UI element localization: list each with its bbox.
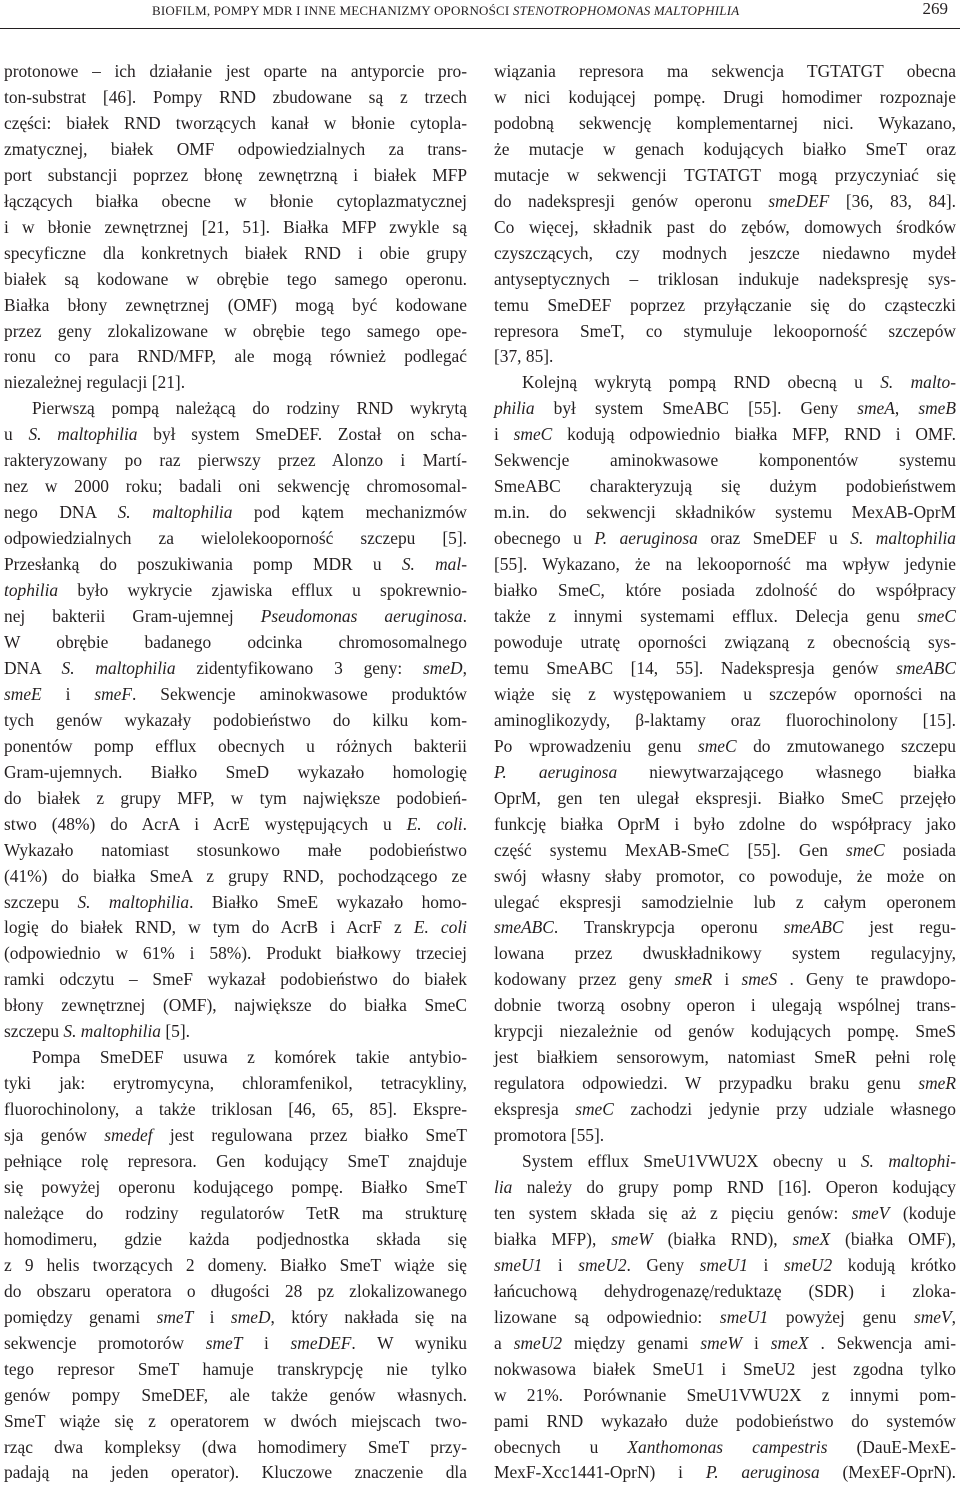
text-line: Gram-ujemnych. Białko SmeD wykazało homologię bbox=[4, 761, 467, 782]
text-line: obecnego u P. aeruginosa oraz SmeDEF u S. maltophilia bbox=[494, 528, 956, 549]
text-line: P. aeruginosa niewytwarzającego własnego białka bbox=[494, 761, 956, 782]
text-line: i smeC kodują odpowiednio białka MFP, RND i OMF. bbox=[494, 424, 956, 445]
text-line: Pierwszą pompą należącą do rodziny RND wykrytą bbox=[32, 398, 467, 419]
text-line: lizowane są odpowiednio: smeU1 powyżej genu smeV, bbox=[494, 1306, 956, 1327]
text-line: część systemu MexAB-SmeC [55]. Gen smeC posiada bbox=[494, 839, 956, 860]
text-line: W obrębie badanego odcinka chromosomalnego bbox=[4, 631, 467, 652]
text-line: lowana przez dwuskładnikowy system regulacyjny, bbox=[494, 943, 956, 964]
text-line: smeABC. Transkrypcja operonu smeABC jest regu- bbox=[494, 917, 956, 938]
text-line: (odpowiednio w 61% i 58%). Produkt białkowy trzeciej bbox=[4, 943, 467, 964]
text-line: powoduje utratę oporności związaną z obecnością sys- bbox=[494, 631, 956, 652]
text-line: łączących białka obecne w błonie cytoplazmatycznej bbox=[4, 190, 467, 211]
text-line: fluorochinolony, a także triklosan [46, 65, 85]. Ekspre- bbox=[4, 1099, 467, 1120]
text-line: DNA S. maltophilia zidentyfikowano 3 geny: smeD, bbox=[4, 657, 467, 678]
text-line: ekspresja smeC zachodzi jedynie przy udziale własnego bbox=[494, 1099, 956, 1120]
text-line: dobnie tworzą osobny operon i ulegają wspólnej trans- bbox=[494, 995, 956, 1016]
text-line: obecnych u Xanthomonas campestris (DauE-MexE- bbox=[494, 1436, 956, 1457]
text-line: nej bakterii Gram-ujemnej Pseudomonas aeruginosa. bbox=[4, 606, 468, 627]
running-head-title bbox=[152, 3, 739, 19]
text-line: krypcji niezależnie od genów kodujących pompę. SmeS bbox=[494, 1021, 956, 1042]
text-line: ulegać ekspresji samodzielnie lub z całym operonem bbox=[494, 891, 956, 912]
text-line: System efflux SmeU1VWU2X obecny u S. maltophi- bbox=[522, 1151, 956, 1172]
text-line: sja genów smedef jest regulowana przez białko SmeT bbox=[4, 1125, 467, 1146]
text-line: stwo (48%) do AcrA i AcrE występujących u E. coli. bbox=[4, 813, 467, 834]
text-line: podobną sekwencję komplementarnej nici. Wykazano, bbox=[494, 112, 956, 133]
text-line: specyficzne dla konkretnych białek RND i obie grupy bbox=[4, 242, 467, 263]
text-line: do obszaru operatora o długości 28 pz zlokalizowanego bbox=[4, 1280, 467, 1301]
text-line: smeU1 i smeU2. Geny smeU1 i smeU2 kodują krótko bbox=[494, 1254, 957, 1275]
text-line: rakteryzowany po raz pierwszy przez Alonzo i Martí- bbox=[4, 450, 467, 471]
text-line: temu SmeDEF poprzez przyłączanie się do cząsteczki bbox=[494, 294, 956, 315]
text-line: temu SmeABC [14, 55]. Nadekspresja genów smeABC bbox=[494, 657, 956, 678]
text-line: Co więcej, składnik past do zębów, domowych środków bbox=[494, 216, 956, 237]
text-line: m.in. do sekwencji składników systemu MexAB-OprM bbox=[494, 502, 956, 523]
text-line: genów pompy SmeDEF, ale także genów własnych. bbox=[4, 1384, 467, 1405]
text-line: jest białkiem sensorowym, natomiast SmeR pełni rolę bbox=[494, 1047, 956, 1068]
text-line: zmatycznej, białek OMF odpowiedzialnych za trans- bbox=[4, 138, 467, 159]
text-line: należące do rodziny regulatorów TetR ma strukturę bbox=[4, 1202, 467, 1223]
text-line: szczepu S. maltophilia [5]. bbox=[4, 1021, 190, 1042]
text-line: do białek z grupy MFP, w tym największe podobień- bbox=[4, 787, 467, 808]
text-line: i w błonie zewnętrznej [21, 51]. Białka MFP zwykle są bbox=[4, 216, 467, 237]
text-line: w 21%. Porównanie SmeU1VWU2X z innymi pom- bbox=[494, 1384, 956, 1405]
text-line: kodowany przez geny smeR i smeS . Geny te prawdopo- bbox=[494, 969, 956, 990]
text-line: SmeT wiąże się z operatorem w dwóch miejscach two- bbox=[4, 1410, 467, 1431]
text-line: Po wprowadzeniu genu smeC do zmutowanego szczepu bbox=[494, 735, 956, 756]
text-line: swój własny słaby promotor, co powoduje, że może on bbox=[494, 865, 956, 886]
text-line: philia był system SmeABC [55]. Geny smeA, smeB bbox=[494, 398, 956, 419]
text-line: tyki jak: erytromycyna, chloramfenikol, tetracykliny, bbox=[4, 1073, 467, 1094]
text-line: białek są kodowane w obrębie tego samego operonu. bbox=[4, 268, 467, 289]
text-line: że mutacje w genach kodujących białko SmeT oraz bbox=[494, 138, 956, 159]
text-line: regulatora odpowiedzi. W przypadku braku genu smeR bbox=[494, 1073, 956, 1094]
text-line: logię do białek RND, w tym do AcrB i AcrF z E. coli bbox=[4, 917, 467, 938]
text-line: smeE i smeF. Sekwencje aminokwasowe produktów bbox=[4, 683, 467, 704]
text-line: czyszczących, czy modnych jeszcze niedawno mydeł bbox=[494, 242, 956, 263]
running-head-title-text: BIOFILM, POMPY MDR I INNE MECHANIZMY OPORNOŚCI bbox=[152, 3, 510, 18]
text-line: także z innymi systemami efflux. Delecja genu smeC bbox=[494, 606, 956, 627]
text-line: antyseptycznych – triklosan indukuje nadekspresję sys- bbox=[494, 268, 956, 289]
text-line: części: białek RND tworzących kanał w błonie cytopla- bbox=[4, 112, 467, 133]
text-line: pomiędzy genami smeT i smeD, który nakłada się na bbox=[4, 1306, 467, 1327]
text-line: niezależnej regulacji [21]. bbox=[4, 372, 186, 393]
text-line: wiązania represora ma sekwencja TGTATGT obecna bbox=[494, 61, 956, 81]
text-line: Kolejną wykrytą pompą RND obecną u S. malto- bbox=[522, 372, 956, 393]
text-line: ramki odczytu – SmeF wykazał podobieństwo do białek bbox=[4, 969, 467, 990]
text-line: ponentów pomp efflux obecnych u różnych bakterii bbox=[4, 735, 467, 756]
text-line: nokwasowa białek SmeU1 i SmeU2 jest zgodna tylko bbox=[494, 1358, 956, 1379]
text-line: funkcję białka OprM i było zdolne do współpracy jako bbox=[494, 813, 956, 834]
left-column bbox=[4, 59, 467, 1486]
text-line: padają na jeden operator). Kluczowe znaczenie dla bbox=[4, 1462, 467, 1483]
text-line: tego represor SmeT hamuje transkrypcję nie tylko bbox=[4, 1358, 467, 1379]
text-line: Przesłanką do poszukiwania pomp MDR u S. mal- bbox=[4, 554, 467, 575]
text-line: promotora [55]. bbox=[494, 1125, 605, 1146]
text-line: nego DNA S. maltophilia pod kątem mechanizmów bbox=[4, 502, 467, 523]
text-line: represora SmeT, co stymuluje lekooporność szczepów bbox=[494, 320, 956, 341]
text-line: MexF-Xcc1441-OprN) i P. aeruginosa (MexEF-OprN). bbox=[494, 1462, 956, 1483]
text-line: w nici kodującej pompę. Drugi homodimer rozpoznaje bbox=[494, 86, 956, 107]
text-line: przez geny zlokalizowane w obrębie tego samego ope- bbox=[4, 320, 467, 341]
text-line: homodimeru, gdzie każda podjednostka składa się bbox=[4, 1228, 467, 1249]
text-line: ton-substrat [46]. Pompy RND zbudowane są z trzech bbox=[4, 86, 467, 107]
text-line: odpowiedzialnych za wielolekooporność szczepu [5]. bbox=[4, 528, 467, 549]
text-line: SmeABC charakteryzują się dużym podobieństwem bbox=[494, 476, 956, 497]
text-line: protonowe – ich działanie jest oparte na antyporcie pro- bbox=[4, 61, 467, 81]
text-line: aminoglikozydy, β-laktamy oraz fluorochinolony [15]. bbox=[494, 709, 956, 730]
text-line: do nadekspresji genów operonu smeDEF [36, 83, 84]. bbox=[494, 190, 957, 211]
text-line: Białka błony zewnętrznej (OMF) mogą być kodowane bbox=[4, 294, 467, 315]
text-line: a smeU2 między genami smeW i smeX . Sekwencja ami- bbox=[494, 1332, 956, 1353]
text-line: (41%) do białka SmeA z grupy RND, pochodzącego ze bbox=[4, 865, 467, 886]
text-line: wiąże się z występowaniem u szczepów oporności na bbox=[494, 683, 956, 704]
text-line: [37, 85]. bbox=[494, 346, 554, 367]
text-line: mutacje w sekwencji TGTATGT mogą przyczyniać się bbox=[494, 164, 956, 185]
text-line: tophilia było wykrycie zjawiska efflux u spokrewnio- bbox=[4, 580, 467, 601]
text-line: ronu co para RND/MFP, ale mogą również podlegać bbox=[4, 346, 467, 367]
text-line: Pompa SmeDEF usuwa z komórek takie antybio- bbox=[32, 1047, 467, 1068]
right-column bbox=[494, 59, 956, 1486]
text-line: z 9 helis tworzących 2 domeny. Białko SmeT wiąże się bbox=[4, 1254, 467, 1275]
text-line: u S. maltophilia był system SmeDEF. Został on scha- bbox=[4, 424, 467, 445]
text-line: port substancji poprzez błonę zewnętrzną i białek MFP bbox=[4, 164, 467, 185]
header-rule bbox=[0, 28, 960, 29]
text-line: tych genów wykazały podobieństwo do kilku kom- bbox=[4, 709, 467, 730]
text-line: się powyżej operonu kodującego pompę. Białko SmeT bbox=[4, 1176, 467, 1197]
text-line: sekwencje promotorów smeT i smeDEF. W wyniku bbox=[4, 1332, 467, 1353]
running-head bbox=[0, 0, 960, 30]
text-line: łańcuchową dehydrogenazę/reduktazę (SDR) i zloka- bbox=[494, 1280, 956, 1301]
text-line: rząc dwa kompleksy (dwa homodimery SmeT przy- bbox=[4, 1436, 467, 1457]
text-line: białko SmeC, które posiada zdolność do współpracy bbox=[494, 580, 956, 601]
page-number: 269 bbox=[922, 0, 948, 18]
text-line: szczepu S. maltophilia. Białko SmeE wykazało homo- bbox=[4, 891, 467, 912]
text-line: [55]. Wykazano, że na lekooporność ma wpływ jedynie bbox=[494, 554, 956, 575]
text-line: Sekwencje aminokwasowe komponentów systemu bbox=[494, 450, 956, 471]
text-line: pełniące rolę represora. Gen kodujący SmeT znajduje bbox=[4, 1151, 467, 1172]
text-line: Wykazało natomiast stosunkowo małe podobieństwo bbox=[4, 839, 467, 860]
text-line: białka MFP), smeW (białka RND), smeX (białka OMF), bbox=[494, 1228, 957, 1249]
text-line: pami RND wykazało duże podobieństwo do systemów bbox=[494, 1410, 956, 1431]
text-line: lia należy do grupy pomp RND [16]. Operon kodujący bbox=[494, 1176, 956, 1197]
text-line: ten system składa się aż z pięciu genów: smeV (koduje bbox=[494, 1202, 956, 1223]
running-head-title-italic: STENOTROPHOMONAS MALTOPHILIA bbox=[512, 3, 740, 18]
text-line: nez w 2000 roku; badali oni sekwencję chromosomal- bbox=[4, 476, 467, 497]
text-line: błony zewnętrznej (OMF), największe do białka SmeC bbox=[4, 995, 467, 1016]
text-line: OprM, gen ten ulegał ekspresji. Białko SmeC przejęło bbox=[494, 787, 956, 808]
